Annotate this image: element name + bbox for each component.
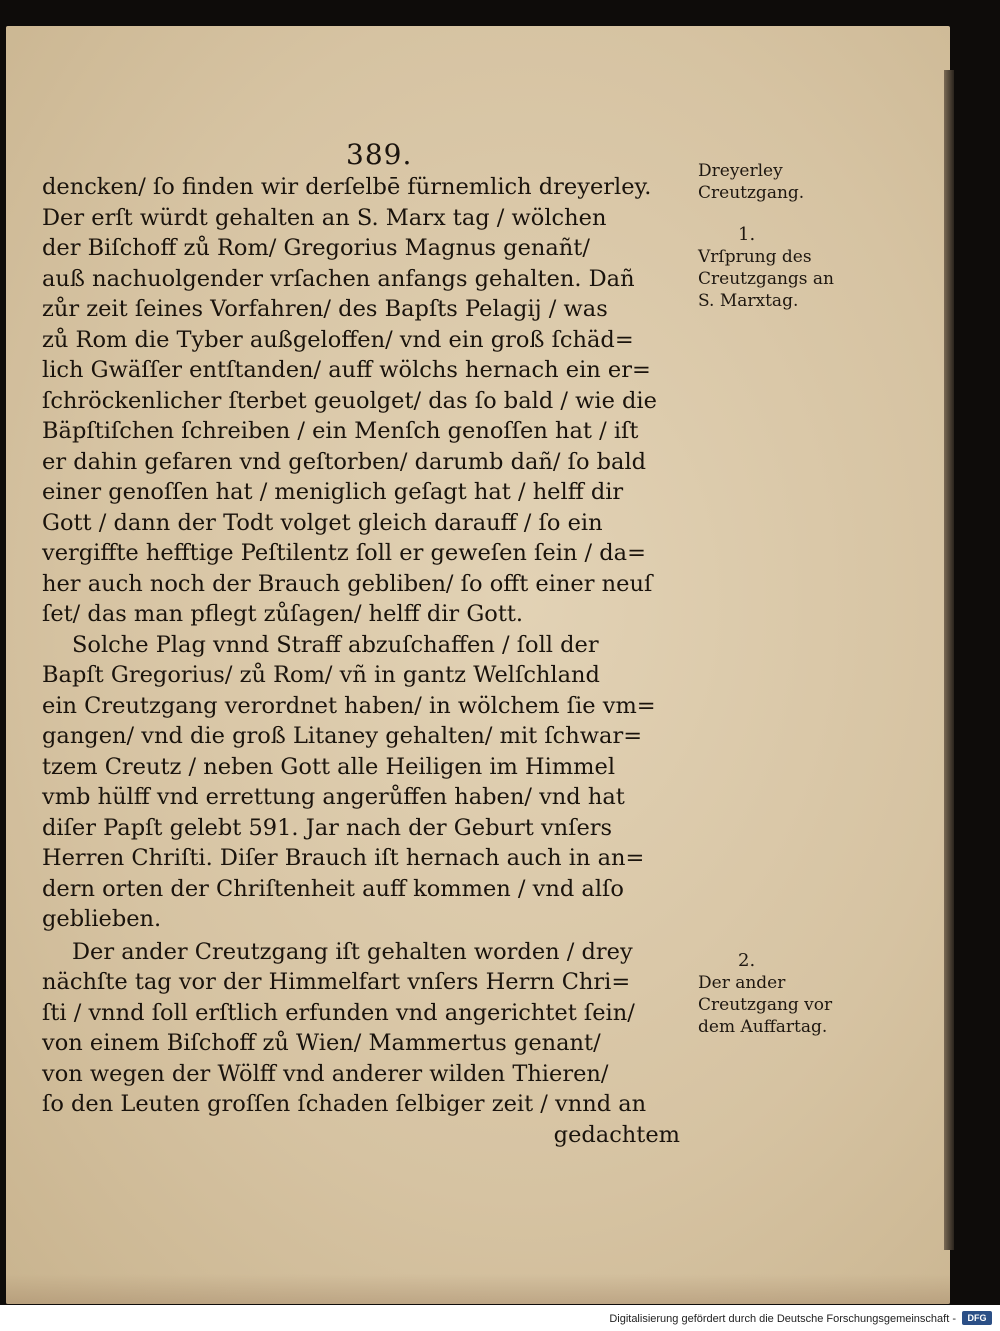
text-line: ein Creutzgang verordnet haben/ in wölchem ſie vm= — [42, 692, 656, 719]
text-line: gangen/ vnd die groß Litaney gehalten/ mit ſchwar= — [42, 723, 643, 749]
text-line: auß nachuolgender vrſachen anfangs gehalten. Dañ — [42, 265, 635, 292]
footer-credit: Digitalisierung gefördert durch die Deutsche Forschungsgemeinschaft - — [609, 1313, 956, 1325]
margin-note-line: Creutzgang vor — [698, 995, 833, 1015]
text-line: der Biſchoff zů Rom/ Gregorius Magnus genañt/ — [42, 235, 590, 261]
text-line: her auch noch der Brauch gebliben/ ſo offt einer neuſ — [42, 570, 653, 597]
catchword: gedachtem — [553, 1121, 680, 1148]
margin-note-line: Creutzgang. — [698, 183, 805, 203]
text-line: tzem Creutz / neben Gott alle Heiligen im Himmel — [42, 753, 616, 780]
text-line: dern orten der Chriſtenheit auff kommen / vnd alſo — [42, 875, 624, 902]
text-line: er dahin gefaren vnd geſtorben/ darumb dañ/ ſo bald — [42, 448, 647, 475]
margin-note-line: Vrſprung des — [698, 247, 812, 267]
text-line: Herren Chriſti. Diſer Brauch iſt hernach auch in an= — [42, 845, 645, 871]
text-line: von wegen der Wölff vnd anderer wilden Thieren/ — [42, 1060, 609, 1087]
margin-note-numeral: 2. — [738, 950, 756, 971]
text-line: ſti / vnnd ſoll erſtlich erfunden vnd angerichtet ſein/ — [42, 999, 635, 1026]
text-line: von einem Biſchoff zů Wien/ Mammertus genant/ — [42, 1030, 601, 1056]
page-number: 389. — [346, 138, 413, 171]
text-line: ſet/ das man pflegt zůſagen/ helff dir Gott. — [42, 601, 524, 627]
text-line: ſo den Leuten groſſen ſchaden ſelbiger zeit / vnnd an — [42, 1091, 647, 1117]
margin-note-numeral: 1. — [738, 224, 756, 245]
text-line: lich Gwäſſer entſtanden/ auff wölchs hernach ein er= — [42, 357, 651, 383]
text-line: einer genoſſen hat / meniglich geſagt hat / helff dir — [42, 479, 624, 505]
text-line: Bäpſtiſchen ſchreiben / ein Menſch genoſſen hat / iſt — [42, 418, 639, 444]
margin-note-line: S. Marxtag. — [698, 291, 799, 311]
text-line: zůr zeit ſeines Vorfahren/ des Bapſts Pelagij / was — [42, 296, 608, 322]
text-line: diſer Papſt gelebt 591. Jar nach der Geburt vnſers — [42, 814, 613, 841]
page-stain — [6, 1274, 950, 1304]
margin-note — [698, 160, 804, 204]
book-page — [6, 26, 950, 1304]
body-text — [42, 172, 692, 1150]
margin-note-line: Der ander — [698, 973, 786, 993]
text-line: vmb hülff vnd errettung angerůffen haben/ vnd hat — [42, 784, 625, 810]
page-edge-shadow — [944, 70, 954, 1250]
text-line: Der erſt würdt gehalten an S. Marx tag / wölchen — [42, 204, 607, 231]
text-line: geblieben. — [42, 906, 162, 932]
margin-note-line: Creutzgangs an — [698, 269, 834, 289]
text-line: Der ander Creutzgang iſt gehalten worden / drey — [72, 938, 633, 965]
text-line: Gott / dann der Todt volget gleich darauff / ſo ein — [42, 509, 603, 536]
margin-note-line: dem Auffartag. — [698, 1017, 828, 1037]
margin-note — [698, 950, 832, 1038]
text-line: zů Rom die Tyber außgeloffen/ vnd ein groß ſchäd= — [42, 326, 634, 353]
text-line: vergiffte hefftige Peſtilentz ſoll er geweſen ſein / da= — [42, 540, 646, 566]
margin-note — [698, 224, 834, 312]
text-line: Bapſt Gregorius/ zů Rom/ vñ in gantz Welſchland — [42, 662, 600, 688]
text-line: ſchröckenlicher ſterbet geuolget/ das ſo bald / wie die — [42, 387, 657, 414]
text-line: dencken/ ſo finden wir derſelbē fürnemlich dreyerley. — [42, 174, 652, 200]
text-line: Solche Plag vnnd Straff abzuſchaffen / ſoll der — [72, 631, 599, 658]
margin-note-line: Dreyerley — [698, 161, 783, 181]
dfg-logo: DFG — [962, 1311, 992, 1325]
text-line: nächſte tag vor der Himmelfart vnſers Herrn Chri= — [42, 969, 631, 995]
